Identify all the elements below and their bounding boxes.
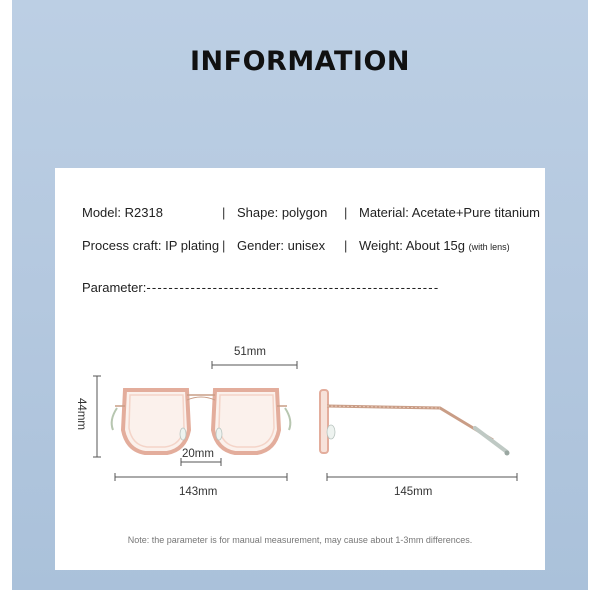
spec-material: Material: Acetate+Pure titanium xyxy=(359,205,541,220)
side-view-frame xyxy=(320,390,510,456)
parameter-dashes: ----------------------------------------------------- xyxy=(146,280,440,295)
spec-process: Process craft: IP plating xyxy=(82,238,220,253)
info-card xyxy=(55,168,545,570)
glasses-diagram xyxy=(55,168,545,570)
separator: | xyxy=(344,205,348,220)
measurement-note: Note: the parameter is for manual measurement, may cause about 1-3mm differences. xyxy=(127,535,473,545)
front-view-frame xyxy=(112,390,291,453)
page-title: INFORMATION xyxy=(189,46,410,77)
spec-shape: Shape: polygon xyxy=(237,205,328,220)
spec-gender: Gender: unisex xyxy=(237,238,326,253)
temple-length-label: 145mm xyxy=(394,486,433,498)
lens-width-label: 51mm xyxy=(234,346,266,358)
bridge-label: 20mm xyxy=(182,448,214,460)
spec-weight-value: Weight: About 15g xyxy=(359,238,466,253)
separator: | xyxy=(222,205,226,220)
spec-model: Model: R2318 xyxy=(82,205,163,220)
frame-width-label: 143mm xyxy=(179,486,218,498)
spec-weight-note: (with lens) xyxy=(468,242,510,252)
separator: | xyxy=(222,238,226,253)
lens-height-label: 44mm xyxy=(74,398,87,430)
separator: | xyxy=(344,238,348,253)
parameter-label: Parameter: xyxy=(82,280,147,295)
